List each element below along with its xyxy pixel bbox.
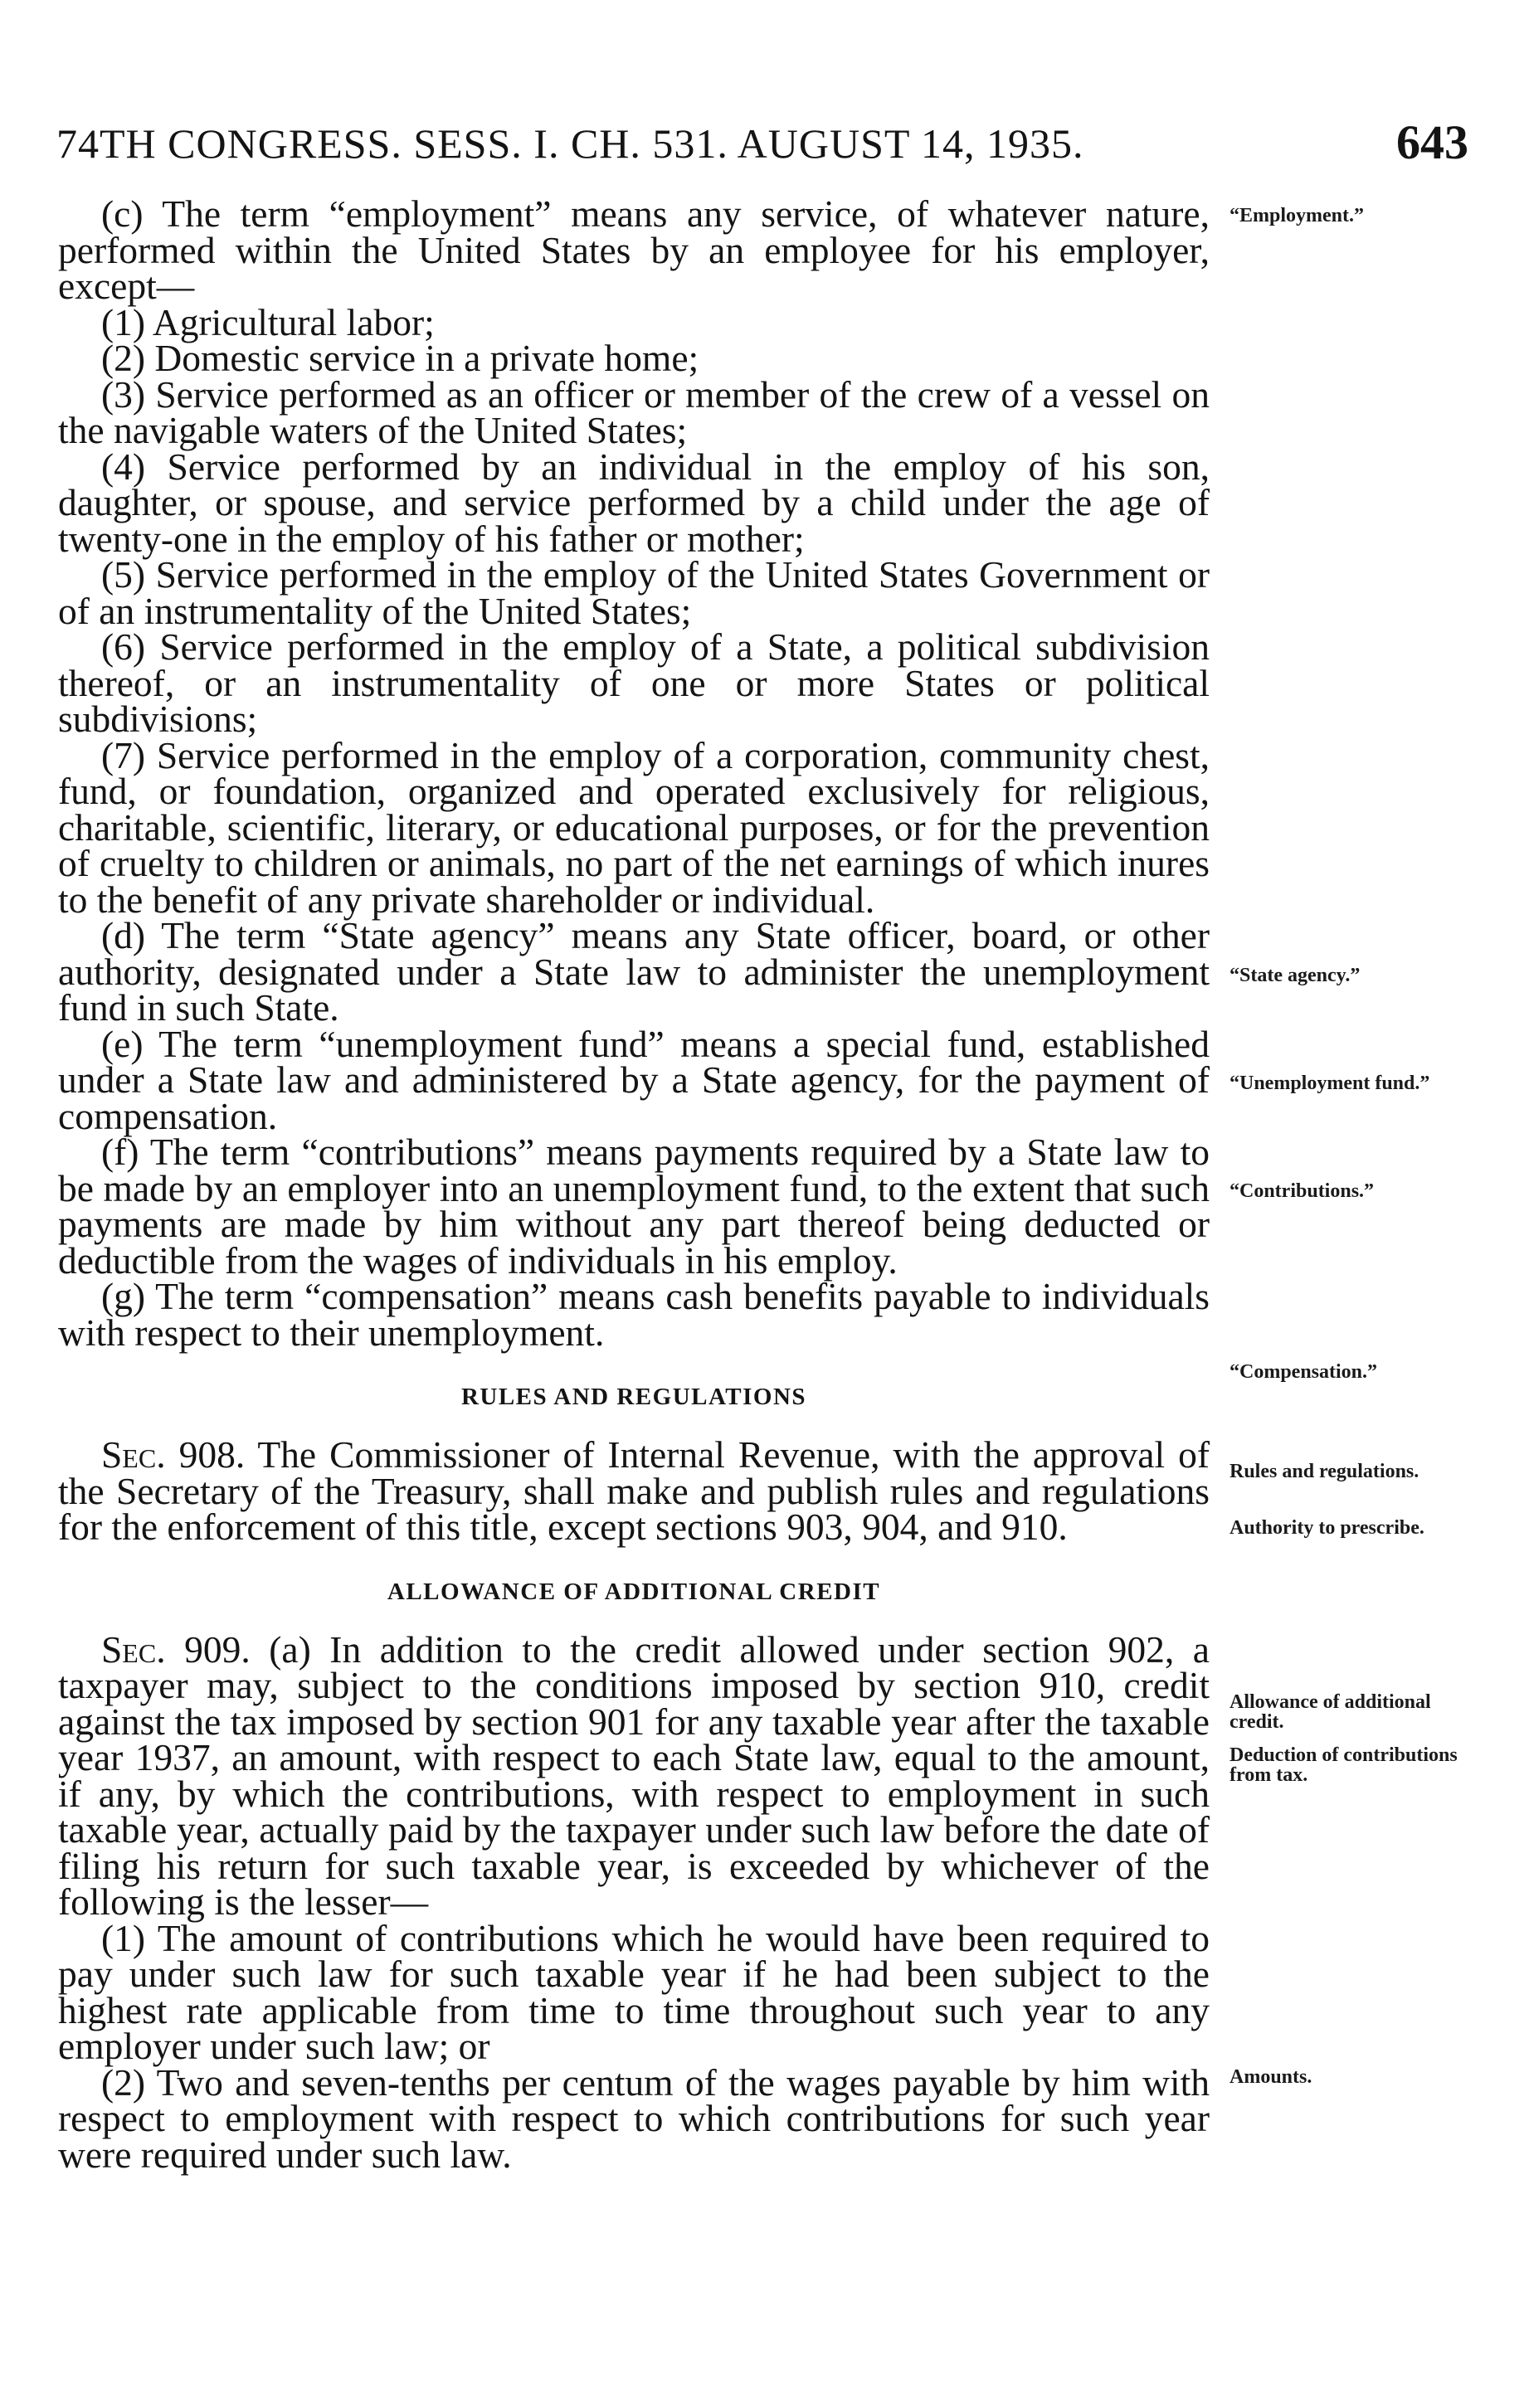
- margin-note-amounts: Amounts.: [1230, 2066, 1312, 2088]
- paragraph-c5: (5) Service performed in the employ of the United States Government or of an instrumentality of the United States;: [58, 553, 1210, 632]
- paragraph-e: (e) The term “unemployment fund” means a special fund, established under a State law and administered by a State agency, for the payment of compensation.: [58, 1022, 1210, 1137]
- section-908: [58, 1433, 1210, 1548]
- heading-allowance-of-additional-credit: ALLOWANCE OF ADDITIONAL CREDIT: [387, 1578, 881, 1605]
- paragraph-909-1: (1) The amount of contributions which he would have been required to pay under such law for such taxable year if he had been subject to the highest rate applicable from time to time throughout such year to any employer under such law; or: [58, 1916, 1210, 2067]
- margin-note-state-agency: “State agency.”: [1230, 965, 1361, 986]
- margin-note-allowance-of-additional-credit: Allowance of additional credit.: [1230, 1691, 1431, 1733]
- margin-note-rules-and-regulations: Rules and regulations.: [1230, 1461, 1419, 1482]
- section-909: [58, 1627, 1210, 1923]
- margin-note-authority-to-prescribe: Authority to prescribe.: [1230, 1517, 1424, 1539]
- paragraph-f: (f) The term “contributions” means payments required by a State law to be made by an employer into an unemployment fund, to the extent that such payments are made by him without any part thereof being deducted or deductible from the wages of individuals in his employ.: [58, 1131, 1210, 1282]
- margin-note-compensation: “Compensation.”: [1230, 1361, 1378, 1383]
- paragraph-d: (d) The term “State agency” means any State officer, board, or other authority, designated under a State law to administer the unemployment fund in such State.: [58, 914, 1210, 1029]
- page-number: 643: [1396, 115, 1468, 169]
- paragraph-c2: (2) Domestic service in a private home;: [101, 337, 699, 379]
- section-909-text: (a) In addition to the credit allowed under section 902, a taxpayer may, subject to the conditions imposed by section 910, credit against the tax imposed by section 901 for any taxable year after the taxable year 1937, an amount, with respect to each State law, equal to the amount, if any, by which the contributions, with respect to employment in such taxable year, actually paid by the taxpayer under such law before the date of filing his return for such taxable year, is exceeded by whichever of the following is the lesser—: [58, 1627, 1210, 1923]
- paragraph-c7: (7) Service performed in the employ of a corporation, community chest, fund, or foundation, organized and operated exclusively for religious, charitable, scientific, literary, or educational purposes, or for the prevention of cruelty to children or animals, no part of the net earnings of which inures to the benefit of any private shareholder or individual.: [58, 733, 1210, 921]
- section-908-label: Sec. 908.: [101, 1433, 246, 1476]
- paragraph-c1: (1) Agricultural labor;: [101, 300, 435, 343]
- section-909-label: Sec. 909.: [101, 1627, 251, 1671]
- paragraph-c4: (4) Service performed by an individual in the employ of his son, daughter, or spouse, and service performed by a child under the age of twenty-one in the employ of his father or mother;: [58, 445, 1210, 560]
- page-header: [56, 114, 1468, 168]
- margin-note-deduction-of-contributions: Deduction of contributions from tax.: [1230, 1744, 1458, 1786]
- paragraph-g: (g) The term “compensation” means cash benefits payable to individuals with respect to their unemployment.: [58, 1275, 1210, 1354]
- margin-note-unemployment-fund: “Unemployment fund.”: [1230, 1073, 1430, 1094]
- running-head: 74TH CONGRESS. SESS. I. CH. 531. AUGUST 14, 1935.: [56, 120, 1084, 167]
- margin-note-employment: “Employment.”: [1230, 205, 1364, 226]
- heading-rules-and-regulations: RULES AND REGULATIONS: [460, 1384, 807, 1410]
- margin-note-contributions: “Contributions.”: [1230, 1180, 1375, 1202]
- paragraph-909-2: (2) Two and seven-tenths per centum of the wages payable by him with respect to employment with respect to which contributions for such year were required under such law.: [58, 2060, 1210, 2176]
- paragraph-c6: (6) Service performed in the employ of a State, a political subdivision thereof, or an instrumentality of one or more States or political subdivisions;: [58, 625, 1210, 740]
- body-text: [58, 192, 1210, 2176]
- section-908-text: The Commissioner of Internal Revenue, with the approval of the Secretary of the Treasury, shall make and publish rules and regulations for the enforcement of this title, except sections 903, 904, and 910.: [58, 1433, 1210, 1548]
- paragraph-c3: (3) Service performed as an officer or member of the crew of a vessel on the navigable waters of the United States;: [58, 372, 1210, 451]
- paragraph-c: (c) The term “employment” means any service, of whatever nature, performed within the United States by an employee for his employer, except—: [58, 192, 1210, 307]
